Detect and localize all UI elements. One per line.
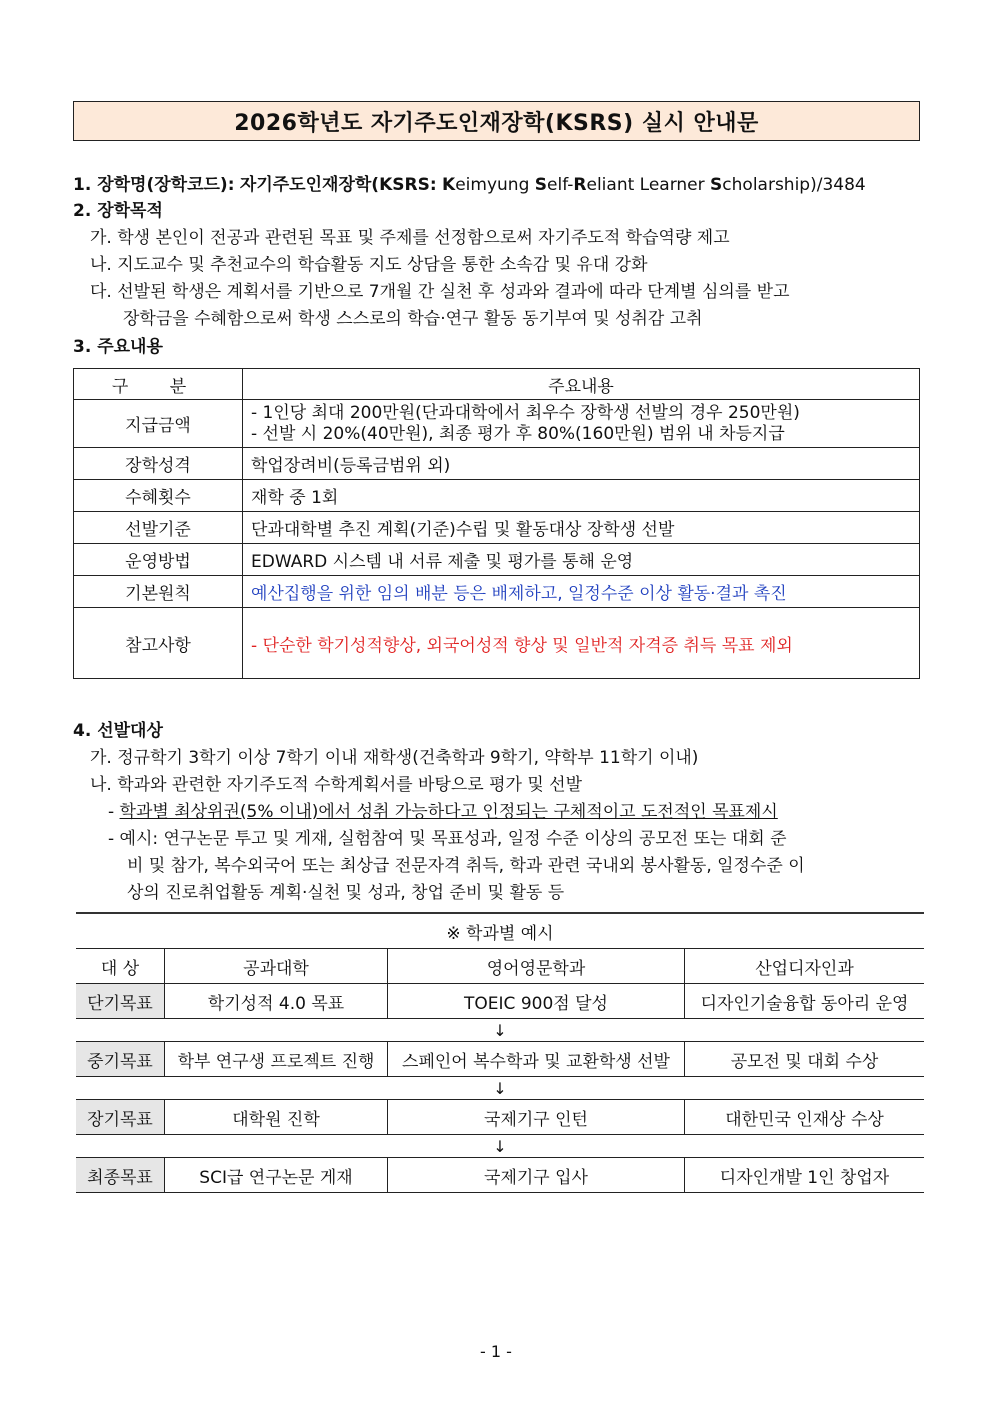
table-row xyxy=(74,448,920,480)
down-arrow-icon: ↓ xyxy=(493,1020,507,1040)
goal-cell: 공모전 및 대회 수상 xyxy=(685,1042,925,1077)
row-key: 수혜횟수 xyxy=(74,480,243,512)
goal-label: 중기목표 xyxy=(76,1042,165,1077)
pay-line-2: - 선발 시 20%(40만원), 최종 평가 후 80%(160만원) 범위 내 차등지급 xyxy=(251,423,785,444)
examples-caption: ※ 학과별 예시 xyxy=(76,913,924,949)
row-value: 학업장려비(등록금범위 외) xyxy=(243,448,920,480)
section-2-label: 2. 장학목적 xyxy=(73,201,163,221)
row-value: EDWARD 시스템 내 서류 제출 및 평가를 통해 운영 xyxy=(243,544,920,576)
row-value: 예산집행을 위한 임의 배분 등은 배제하고, 일정수준 이상 활동·결과 촉진 xyxy=(243,576,920,608)
row-value: 단과대학별 추진 계획(기준)수립 및 활동대상 장학생 선발 xyxy=(243,512,920,544)
purpose-item-1: 가. 학생 본인이 전공과 관련된 목표 및 주제를 선정함으로써 자기주도적 학습역량 제고 xyxy=(90,228,730,248)
dash-prefix: - xyxy=(108,802,115,822)
department-examples-table xyxy=(76,912,924,1193)
row-key: 선발기준 xyxy=(74,512,243,544)
table-row xyxy=(76,1100,924,1135)
letter-sc: S xyxy=(710,175,723,195)
examples-header-row xyxy=(76,949,924,984)
goal-cell: SCI급 연구논문 게재 xyxy=(165,1158,388,1193)
main-content-table xyxy=(73,368,920,679)
goal-cell: 학기성적 4.0 목표 xyxy=(165,984,388,1019)
section-4 xyxy=(73,718,933,908)
document-title: 2026학년도 자기주도인재장학(KSRS) 실시 안내문 xyxy=(73,101,920,141)
section-3-label: 3. 주요내용 xyxy=(73,337,163,357)
eligibility-item-2: 나. 학과와 관련한 자기주도적 수학계획서를 바탕으로 평가 및 선발 xyxy=(90,775,583,795)
goal-cell: 스페인어 복수학과 및 교환학생 선발 xyxy=(388,1042,685,1077)
word-sc-rest: cholarship)/3484 xyxy=(722,175,866,195)
section-2 xyxy=(73,198,933,338)
goal-requirement: 학과별 최상위권(5% 이내)에서 성취 가능하다고 인정되는 구체적이고 도전적인 목표제시 xyxy=(119,802,778,822)
goal-cell: 디자인기술융합 동아리 운영 xyxy=(685,984,925,1019)
arrow-row xyxy=(76,1019,924,1042)
examples-caption-row xyxy=(76,913,924,949)
table-row xyxy=(76,1042,924,1077)
table-row xyxy=(76,984,924,1019)
scholarship-name: 자기주도인재장학 xyxy=(239,175,372,195)
row-value: 재학 중 1회 xyxy=(243,480,920,512)
goal-cell: 국제기구 입사 xyxy=(388,1158,685,1193)
table-header xyxy=(74,369,920,400)
row-key: 지급금액 xyxy=(74,400,243,448)
goal-cell: 대한민국 인재상 수상 xyxy=(685,1100,925,1135)
row-value: - 단순한 학기성적향상, 외국어성적 향상 및 일반적 자격증 취득 목표 제외 xyxy=(243,608,920,679)
table-row xyxy=(74,608,920,679)
paren-open: (KSRS: xyxy=(371,175,437,195)
table-row xyxy=(74,400,920,448)
section-1 xyxy=(73,172,933,198)
eligibility-dash-2: - 예시: 연구논문 투고 및 게재, 실험참여 및 목표성과, 일정 수준 이상의 공모전 또는 대회 준 xyxy=(108,829,787,849)
row-key: 참고사항 xyxy=(74,608,243,679)
header-target: 대 상 xyxy=(76,949,165,984)
header-content: 주요내용 xyxy=(243,369,920,400)
table-row xyxy=(74,480,920,512)
row-value xyxy=(243,400,920,448)
section-1-label: 1. 장학명(장학코드): xyxy=(73,175,235,195)
purpose-item-3-cont: 장학금을 수혜함으로써 학생 스스로의 학습·연구 활동 동기부여 및 성취감 고취 xyxy=(123,309,703,329)
section-4-label: 4. 선발대상 xyxy=(73,721,163,741)
word-s-rest: elf- xyxy=(547,175,574,195)
row-key: 운영방법 xyxy=(74,544,243,576)
arrow-row xyxy=(76,1135,924,1158)
table-row xyxy=(74,544,920,576)
arrow-row xyxy=(76,1077,924,1100)
header-design: 산업디자인과 xyxy=(685,949,925,984)
goal-cell: 대학원 진학 xyxy=(165,1100,388,1135)
header-english: 영어영문학과 xyxy=(388,949,685,984)
row-key: 장학성격 xyxy=(74,448,243,480)
goal-label: 단기목표 xyxy=(76,984,165,1019)
word-r-rest: eliant Learner xyxy=(586,175,705,195)
table-row xyxy=(74,512,920,544)
header-category: 구 분 xyxy=(74,369,243,400)
goal-cell: 학부 연구생 프로젝트 진행 xyxy=(165,1042,388,1077)
down-arrow-icon: ↓ xyxy=(493,1136,507,1156)
goal-cell: TOEIC 900점 달성 xyxy=(388,984,685,1019)
word-k-rest: eimyung xyxy=(455,175,530,195)
goal-label: 최종목표 xyxy=(76,1158,165,1193)
page-number: - 1 - xyxy=(480,1342,512,1361)
eligibility-item-1: 가. 정규학기 3학기 이상 7학기 이내 재학생(건축학과 9학기, 약학부 11학기 이내) xyxy=(90,748,699,768)
eligibility-dash-2-cont2: 상의 진로취업활동 계획·실천 및 성과, 창업 준비 및 활동 등 xyxy=(127,883,565,903)
purpose-item-2: 나. 지도교수 및 추천교수의 학습활동 지도 상담을 통한 소속감 및 유대 강화 xyxy=(90,255,648,275)
letter-k: K xyxy=(442,175,456,195)
goal-label: 장기목표 xyxy=(76,1100,165,1135)
goal-cell: 디자인개발 1인 창업자 xyxy=(685,1158,925,1193)
pay-line-1: - 1인당 최대 200만원(단과대학에서 최우수 장학생 선발의 경우 250만원) xyxy=(251,402,800,423)
table-row xyxy=(76,1158,924,1193)
table-row xyxy=(74,576,920,608)
goal-cell: 국제기구 인턴 xyxy=(388,1100,685,1135)
letter-r: R xyxy=(573,175,587,195)
eligibility-dash-1 xyxy=(108,800,778,824)
eligibility-dash-2-cont1: 비 및 참가, 복수외국어 또는 최상급 전문자격 취득, 학과 관련 국내외 봉사활동, 일정수준 이 xyxy=(127,856,805,876)
letter-s: S xyxy=(534,175,548,195)
header-engineering: 공과대학 xyxy=(165,949,388,984)
purpose-item-3: 다. 선발된 학생은 계획서를 기반으로 7개월 간 실천 후 성과와 결과에 따라 단계별 심의를 받고 xyxy=(90,282,790,302)
down-arrow-icon: ↓ xyxy=(493,1078,507,1098)
row-key: 기본원칙 xyxy=(74,576,243,608)
